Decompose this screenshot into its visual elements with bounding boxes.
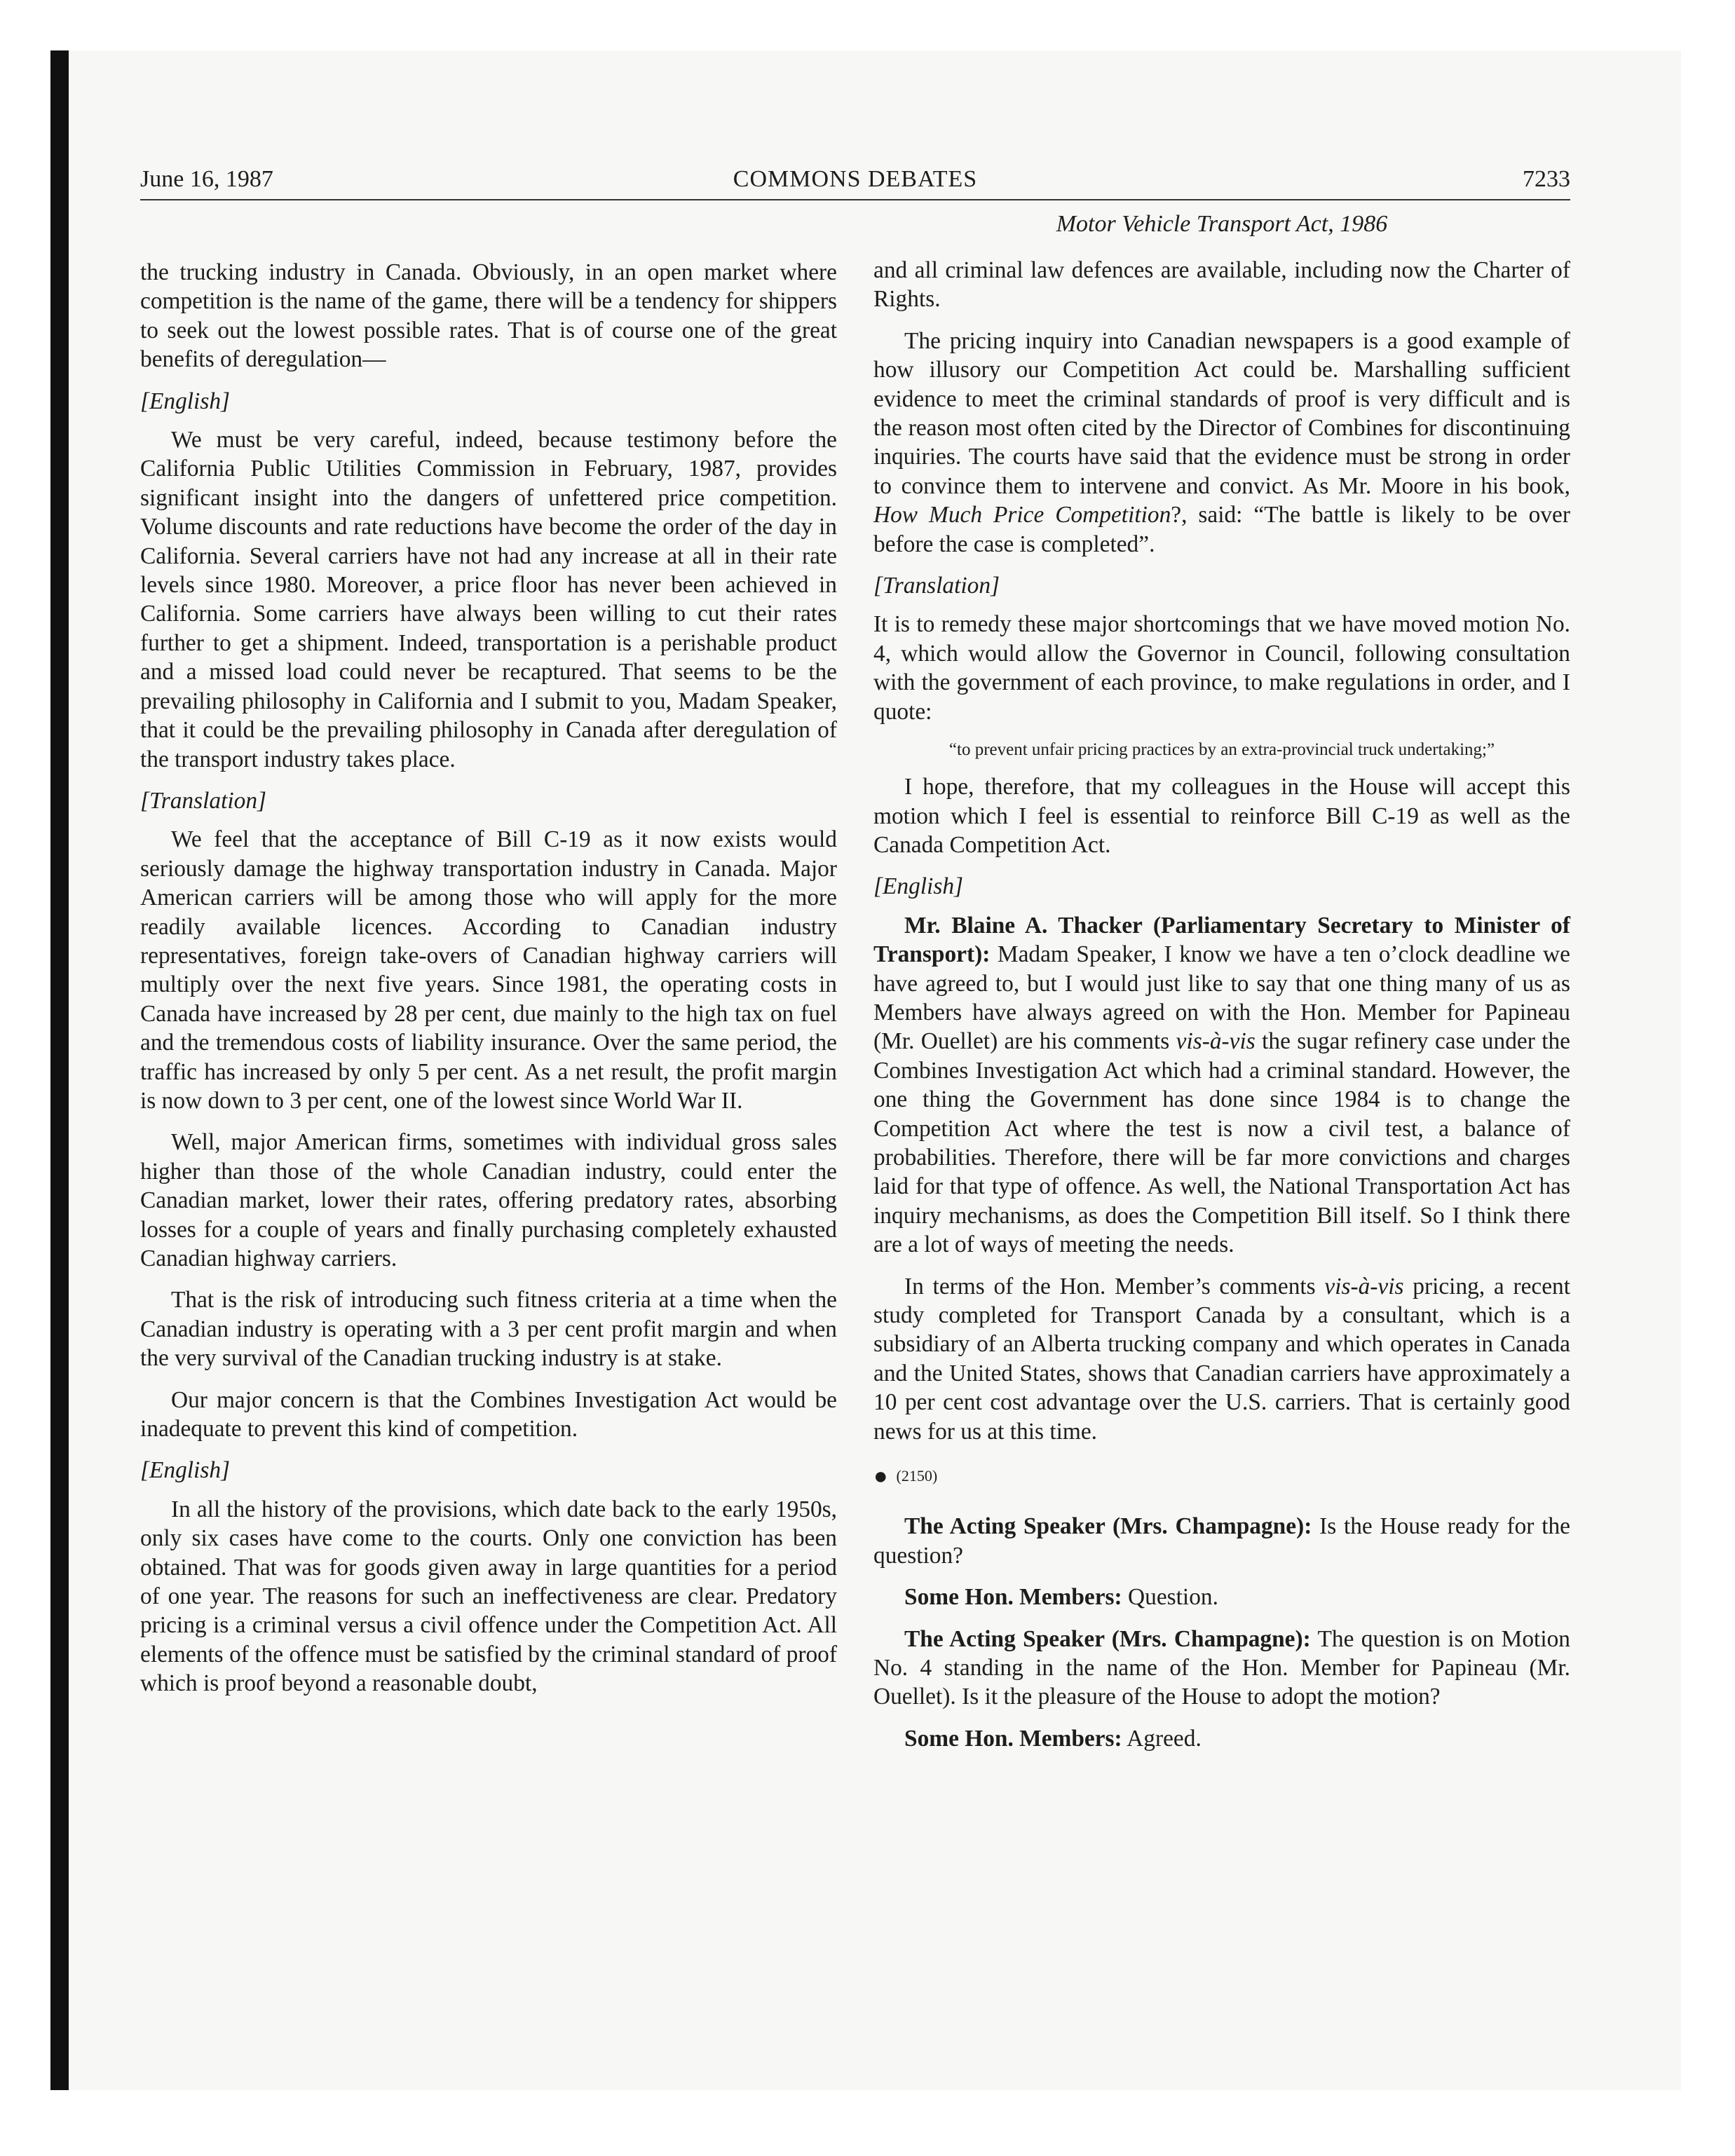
quotation: “to prevent unfair pricing practices by an extra-provincial truck undertaking;” — [948, 740, 1495, 760]
speech — [873, 1512, 1570, 1570]
paragraph: Well, major American firms, sometimes with individual gross sales higher than those of the whole Canadian industry, could enter the Canadian market, lower their rates, offering predatory rates, absorbing losses for a couple of years and finally purchasing completely exhausted Canadian highway carriers. — [140, 1129, 837, 1271]
paragraph-text: ?, said: “The battle is likely to be over before the case is completed”. — [873, 502, 1570, 557]
speaker-name: Some Hon. Members: — [904, 1584, 1122, 1611]
speaker-name: The Acting Speaker (Mrs. Champagne): — [904, 1513, 1312, 1540]
paragraph: In all the history of the provisions, which date back to the early 1950s, only six cases have come to the courts. Only one conviction has been obtained. That was for goods given away in large quantities for a period of one year. The reasons for such an ineffectiveness are clear. Predatory pricing is a criminal versus a civil offence under the Competition Act. All elements of the offence must be satisfied by the criminal standard of proof which is proof beyond a reasonable doubt, — [140, 1496, 837, 1697]
paragraph: I hope, therefore, that my colleagues in the House will accept this motion which I feel is essential to reinforce Bill C-19 as well as the Canada Competition Act. — [873, 774, 1570, 858]
book-title: How Much Price Competition — [873, 502, 1171, 528]
paragraph-text: In terms of the Hon. Member’s comments — [904, 1273, 1325, 1299]
paragraph — [873, 1272, 1570, 1446]
speech-emphasis: vis-à-vis — [1176, 1028, 1256, 1055]
language-marker: [English] — [140, 388, 231, 414]
paragraph: It is to remedy these major shortcomings that we have moved motion No. 4, which would allow the Governor in Council, following consultation with the government of each province, to make regulations in order, and I quote: — [873, 611, 1570, 725]
paragraph: the trucking industry in Canada. Obviously, in an open market where competition is the name of the game, there will be a tendency for shippers to seek out the lowest possible rates. That is of course one of the great benefits of deregulation— — [140, 259, 837, 373]
scan-edge-bar — [50, 50, 69, 2090]
paragraph: and all criminal law defences are available, including now the Charter of Rights. — [873, 257, 1570, 313]
paragraph: Our major concern is that the Combines Investigation Act would be inadequate to prevent this kind of competition. — [140, 1386, 837, 1442]
paragraph: We feel that the acceptance of Bill C-19 as it now exists would seriously damage the highway transportation industry in Canada. Major American carriers will be among those who will apply for the more readily available licences. According to Canadian industry representatives, foreign take-overs of Canadian highway carriers will multiply over the next five years. Since 1981, the operating costs in Canada have increased by 28 per cent, due mainly to the high tax on fuel and the tremendous costs of liability insurance. Over the same period, the traffic has increased by only 5 per cent. As a net result, the profit margin is now down to 3 per cent, one of the lowest since World War II. — [140, 826, 837, 1114]
speech — [873, 1583, 1570, 1611]
paragraph-text: The pricing inquiry into Canadian newspapers is a good example of how illusory our Competition Act could be. Marshalling sufficient evidence to meet the criminal standards of proof is very difficult and is the reason most often cited by the Director of Combines for discontinuing inquiries. The courts have said that the evidence must be strong in order to convince them to intervene and convict. As Mr. Moore in his book, — [873, 327, 1570, 499]
header-publication: COMMONS DEBATES — [733, 166, 978, 192]
speech-text: Madam Speaker, I know we have a ten o’clock deadline we have agreed to, but I would just like to say that one thing many of us as Members have always agreed on with the Hon. Member for Papineau (Mr. Ouellet) are his comments — [873, 941, 1570, 1055]
left-column — [140, 258, 837, 1711]
speech-text: The question is on Motion No. 4 standing in the name of the Hon. Member for Papineau (Mr. Ouellet). Is it the pleasure of the House to adopt the motion? — [873, 1625, 1570, 1710]
language-marker: [Translation] — [140, 787, 267, 814]
speech-text: Agreed. — [1122, 1725, 1202, 1752]
header-rule — [140, 199, 1570, 200]
time-marker — [873, 1461, 1570, 1491]
paragraph — [873, 327, 1570, 559]
language-marker: [English] — [140, 1457, 231, 1484]
time-stamp: (2150) — [896, 1467, 938, 1485]
paragraph-text: pricing, a recent study completed for Transport Canada by a consultant, which is a subsidiary of an Alberta trucking company and which operates in Canada and the United States, shows that Canadian carriers have approximately a 10 per cent cost advantage over the U.S. carriers. That is certainly good news for us at this time. — [873, 1273, 1571, 1445]
speech-text: Question. — [1122, 1584, 1218, 1611]
header-date: June 16, 1987 — [140, 166, 273, 192]
paragraph: That is the risk of introducing such fitness criteria at a time when the Canadian industry is operating with a 3 per cent profit margin and when the very survival of the Canadian trucking industry is at stake. — [140, 1287, 837, 1372]
speech — [873, 1724, 1570, 1753]
right-column — [873, 256, 1570, 1766]
speaker-name: The Acting Speaker (Mrs. Champagne): — [904, 1625, 1311, 1652]
speaker-name: Mr. Blaine A. Thacker (Parliamentary Secretary to Minister of Transport): — [873, 912, 1570, 968]
subject-heading: Motor Vehicle Transport Act, 1986 — [1056, 211, 1388, 237]
speaker-name: Some Hon. Members: — [904, 1725, 1122, 1752]
header-page-number: 7233 — [1523, 166, 1570, 192]
language-marker: [Translation] — [873, 573, 1000, 599]
speech — [873, 911, 1570, 1260]
language-marker: [English] — [873, 873, 964, 900]
speech-emphasis: vis-à-vis — [1324, 1273, 1404, 1299]
paragraph: We must be very careful, indeed, because testimony before the California Public Utilities Commission in February, 1987, provides significant insight into the dangers of unfettered price competition. Volume discounts and rate reductions have become the order of the day in California. Several carriers have not had any increase at all in their rate levels since 1980. Moreover, a price floor has never been achieved in California. Some carriers have always been willing to cut their rates further to get a shipment. Indeed, transportation is a perishable product and a missed load could never be recaptured. That seems to be the prevailing philosophy in California and I submit to you, Madam Speaker, that it could be the prevailing philosophy in Canada after deregulation of the transport industry takes place. — [140, 427, 837, 772]
speech-text: Is the House ready for the question? — [873, 1513, 1570, 1569]
bullet-icon: ● — [873, 1464, 888, 1490]
speech-text: the sugar refinery case under the Combines Investigation Act which had a criminal standard. However, the one thing the Government has done since 1984 is to change the Competition Act where the test is now a civil test, a balance of probabilities. Therefore, there will be far more convictions and charges laid for that type of offence. As well, the National Transportation Act has inquiry mechanisms, as does the Competition Bill itself. So I think there are a lot of ways of meeting the needs. — [873, 1028, 1570, 1258]
speech — [873, 1625, 1570, 1712]
